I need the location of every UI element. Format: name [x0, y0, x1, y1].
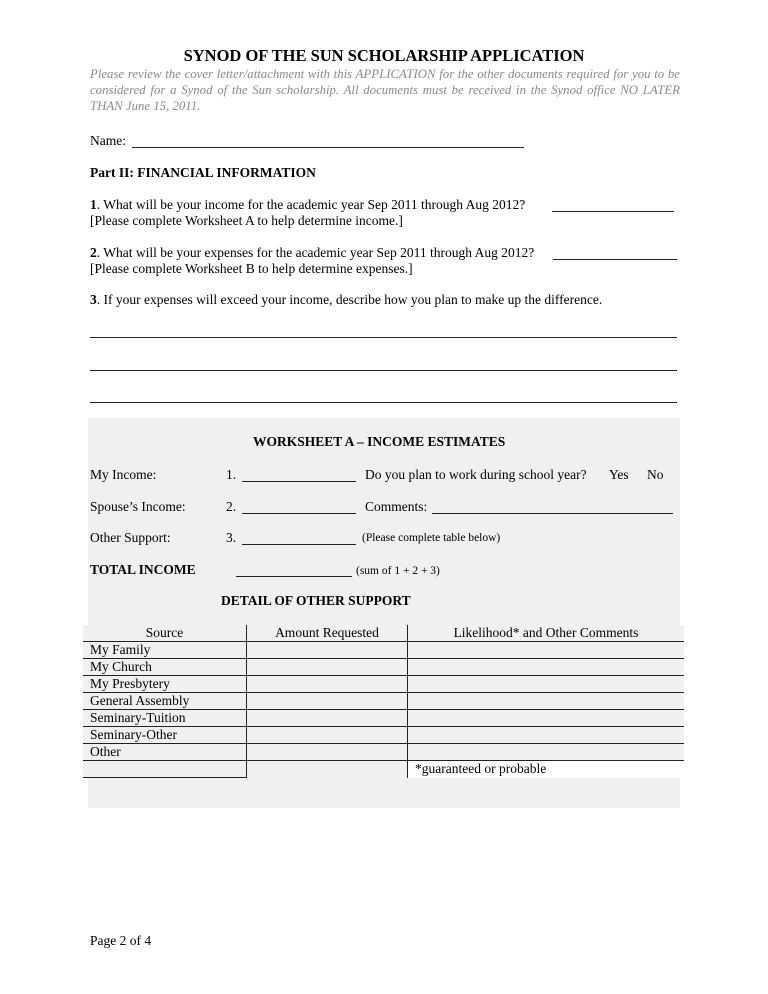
comments-field[interactable]	[432, 499, 673, 514]
source-cell: General Assembly	[83, 693, 247, 710]
question-2	[90, 245, 534, 261]
question-2-note: [Please complete Worksheet B to help determine expenses.]	[90, 261, 413, 276]
other-support-number: 3.	[226, 530, 237, 545]
source-cell: My Church	[83, 659, 247, 676]
spouse-income-label: Spouse’s Income:	[90, 499, 186, 514]
footnote: *guaranteed or probable	[408, 761, 685, 778]
page-title: SYNOD OF THE SUN SCHOLARSHIP APPLICATION	[183, 46, 585, 65]
header-likelihood: Likelihood* and Other Comments	[408, 625, 685, 642]
comment-cell[interactable]	[408, 710, 685, 727]
amount-cell[interactable]	[247, 676, 408, 693]
expenses-answer-field[interactable]	[553, 245, 677, 260]
question-3-text: . If your expenses will exceed your income, describe how you plan to make up the difference.	[96, 292, 603, 307]
comment-cell[interactable]	[408, 676, 685, 693]
amount-cell[interactable]	[247, 710, 408, 727]
comment-cell[interactable]	[408, 727, 685, 744]
no-option[interactable]: No	[647, 467, 664, 482]
my-income-label: My Income:	[90, 467, 157, 482]
comments-label: Comments:	[365, 499, 428, 514]
detail-title: DETAIL OF OTHER SUPPORT	[221, 593, 411, 608]
total-income-field[interactable]	[236, 562, 352, 577]
question-1-text: . What will be your income for the academic year Sep 2011 through Aug 2012?	[96, 197, 526, 212]
table-note: (Please complete table below)	[362, 532, 501, 544]
instructions-note: Please review the cover letter/attachment with this APPLICATION for the other documents required for you to be considered for a Synod of the Sun scholarship. All documents must be received in the Synod office NO LATER THAN June 15, 2011.	[90, 67, 680, 113]
table-row	[83, 659, 694, 676]
other-support-label: Other Support:	[90, 530, 171, 545]
question-1	[90, 197, 525, 213]
spouse-income-field[interactable]	[242, 499, 356, 514]
table-row	[83, 710, 694, 727]
question-2-text: . What will be your expenses for the academic year Sep 2011 through Aug 2012?	[96, 245, 535, 260]
total-income-note: (sum of 1 + 2 + 3)	[356, 565, 440, 577]
part2-heading: Part II: FINANCIAL INFORMATION	[90, 165, 316, 180]
source-cell: Seminary-Other	[83, 727, 247, 744]
question-2-number: 2	[90, 245, 97, 260]
question-3	[90, 292, 602, 308]
difference-answer-line-1[interactable]	[90, 325, 677, 338]
comment-cell[interactable]	[408, 642, 685, 659]
source-cell: Seminary-Tuition	[83, 710, 247, 727]
income-answer-field[interactable]	[552, 197, 674, 212]
amount-cell[interactable]	[247, 693, 408, 710]
other-support-table	[83, 625, 694, 778]
comment-cell[interactable]	[408, 744, 685, 761]
source-cell: My Presbytery	[83, 676, 247, 693]
spouse-income-number: 2.	[226, 499, 237, 514]
table-header-row	[83, 625, 694, 642]
question-3-number: 3	[90, 292, 97, 307]
worksheet-a-title: WORKSHEET A – INCOME ESTIMATES	[253, 434, 506, 449]
amount-cell[interactable]	[247, 642, 408, 659]
table-row	[83, 642, 694, 659]
yes-option[interactable]: Yes	[609, 467, 629, 482]
source-cell: Other	[83, 744, 247, 761]
work-question: Do you plan to work during school year?	[365, 467, 587, 482]
table-row	[83, 744, 694, 761]
question-1-note: [Please complete Worksheet A to help determine income.]	[90, 213, 403, 228]
comment-cell[interactable]	[408, 693, 685, 710]
name-label: Name:	[90, 133, 126, 148]
total-income-label: TOTAL INCOME	[90, 562, 196, 577]
name-field[interactable]	[132, 133, 524, 148]
amount-cell[interactable]	[247, 727, 408, 744]
other-support-field[interactable]	[242, 530, 356, 545]
my-income-number: 1.	[226, 467, 237, 482]
amount-cell[interactable]	[247, 659, 408, 676]
question-1-number: 1	[90, 197, 97, 212]
comment-cell[interactable]	[408, 659, 685, 676]
table-row	[83, 693, 694, 710]
table-row	[83, 676, 694, 693]
header-source: Source	[83, 625, 247, 642]
my-income-field[interactable]	[242, 467, 356, 482]
table-row	[83, 727, 694, 744]
difference-answer-line-2[interactable]	[90, 358, 677, 371]
header-amount: Amount Requested	[247, 625, 408, 642]
page-number: Page 2 of 4	[90, 933, 152, 948]
difference-answer-line-3[interactable]	[90, 390, 677, 403]
amount-cell[interactable]	[247, 744, 408, 761]
table-footnote-row	[83, 761, 694, 778]
source-cell: My Family	[83, 642, 247, 659]
